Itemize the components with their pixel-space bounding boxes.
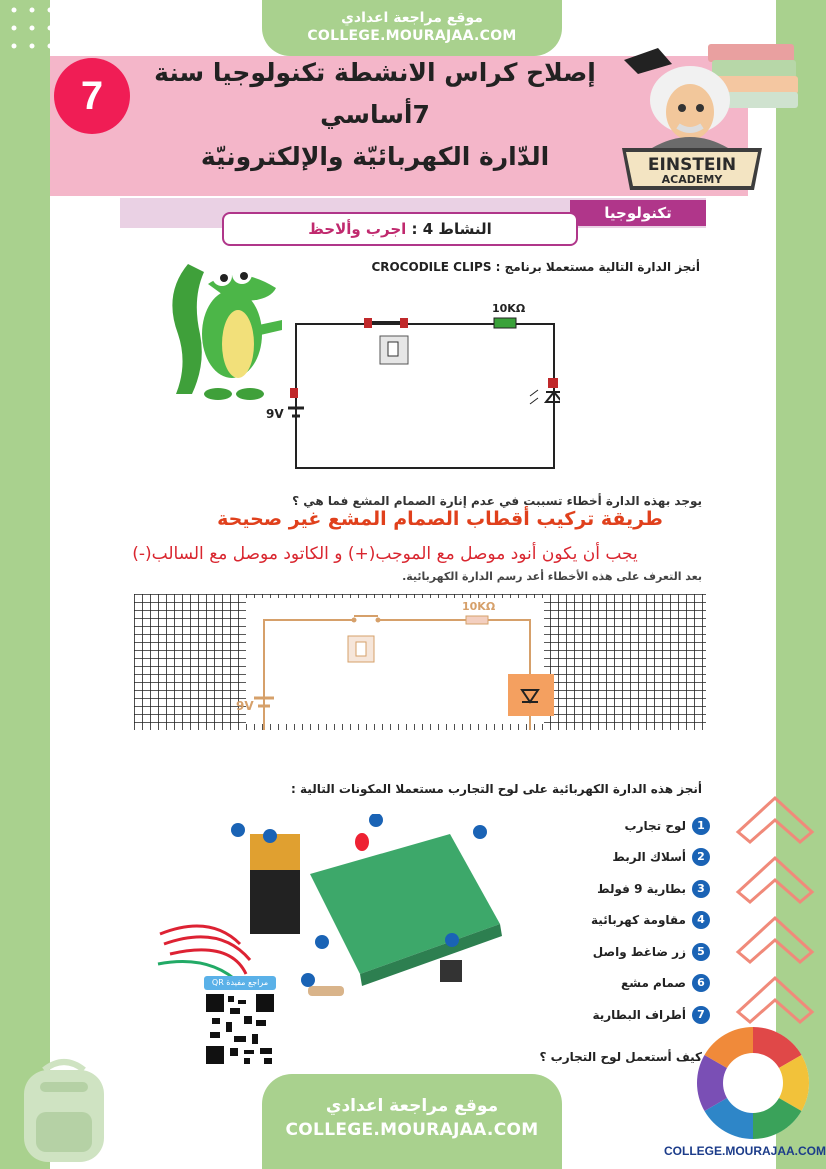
resistor-symbol <box>494 318 516 328</box>
led-symbol <box>530 378 560 404</box>
resistor-label: 10KΩ <box>492 302 526 315</box>
component-number: 1 <box>692 817 710 835</box>
corrected-circuit-grid <box>134 594 706 730</box>
instruction-breadboard: أنجز هذه الدارة الكهربائية على لوح التجارب مستعملا المكونات التالية : <box>291 782 702 796</box>
list-item <box>540 936 710 968</box>
component-number: 3 <box>692 880 710 898</box>
page-title <box>140 52 610 178</box>
resistor-symbol <box>466 616 488 624</box>
answer-line-1: طريقة تركيب أقطاب الصمام المشع غير صحيحة <box>217 508 663 530</box>
component-label: بطارية 9 فولط <box>597 881 686 896</box>
faulty-circuit-diagram <box>260 298 560 478</box>
logo-line-2: ACADEMY <box>661 173 723 186</box>
list-item <box>540 842 710 874</box>
activity-heading <box>222 212 578 246</box>
worksheet-scan <box>120 198 706 1068</box>
component-label: لوح تجارب <box>624 818 686 833</box>
corrected-battery-label: 9V <box>236 699 254 713</box>
qr-tag: مراجع مفيدة QR <box>204 976 276 990</box>
component-number: 7 <box>692 1006 710 1024</box>
list-item <box>540 999 710 1031</box>
list-item <box>540 905 710 937</box>
led-symbol <box>508 674 554 716</box>
site-url[interactable]: COLLEGE.MOURAJAA.COM <box>307 28 517 44</box>
answer-line-2: يجب أن يكون أنود موصل مع الموجب(+) و الكاتود موصل مع السالب(-) <box>132 544 638 564</box>
site-name-bottom: موقع مراجعة اعدادي <box>325 1096 499 1116</box>
logo-line-1: EINSTEIN <box>647 155 737 175</box>
component-label: زر ضاغط واصل <box>592 944 686 959</box>
brand-url[interactable]: COLLEGE.MOURAJAA.COM <box>664 1144 826 1158</box>
decorative-chevrons <box>734 792 816 1062</box>
component-label: مقاومة كهربائية <box>591 913 686 928</box>
grade-badge: 7 <box>54 58 130 134</box>
led-icon <box>355 833 369 851</box>
question-errors: يوجد بهذه الدارة أخطاء تسببت في عدم إنارة الصمام المشع فما هي ؟ <box>292 494 702 508</box>
subject-tag: تكنولوجيا <box>570 200 706 226</box>
title-line-2: 7أساسي <box>320 100 430 129</box>
decorative-dots <box>8 4 198 56</box>
title-line-3: الدّارة الكهربائيّة والإلكترونيّة <box>200 142 550 171</box>
corrected-resistor-label: 10KΩ <box>462 600 496 613</box>
qr-code-icon[interactable] <box>204 992 276 1066</box>
site-name: موقع مراجعة اعدادي <box>341 10 483 26</box>
component-label: صمام مشع <box>621 976 686 991</box>
site-url-bottom[interactable]: COLLEGE.MOURAJAA.COM <box>285 1120 539 1140</box>
component-number: 5 <box>692 943 710 961</box>
list-item <box>540 968 710 1000</box>
components-list <box>540 810 710 1031</box>
component-number: 6 <box>692 974 710 992</box>
push-button-icon <box>440 960 462 982</box>
subjects-wheel-logo <box>694 1024 812 1142</box>
component-label: أطراف البطارية <box>592 1007 686 1022</box>
resistor-icon <box>308 986 344 996</box>
instruction-redraw: بعد التعرف على هذه الأخطاء أعد رسم الدارة الكهربائية. <box>402 570 702 583</box>
list-item <box>540 873 710 905</box>
title-line-1: إصلاح كراس الانشطة تكنولوجيا سنة <box>154 58 596 87</box>
battery-9v-icon <box>250 834 300 934</box>
site-tab-bottom[interactable] <box>262 1074 562 1169</box>
battery-label: 9V <box>266 407 284 421</box>
question-breadboard: كيف أستعمل لوح التجارب ؟ <box>539 1050 702 1064</box>
einstein-academy-logo <box>612 30 802 200</box>
component-label: أسلاك الربط <box>612 850 686 865</box>
list-item <box>540 810 710 842</box>
activity-number: النشاط 4 : <box>411 220 492 238</box>
component-number: 4 <box>692 911 710 929</box>
activity-title: اجرب وألاحظ <box>308 220 407 238</box>
backpack-icon <box>14 1056 114 1164</box>
breadboard-icon <box>310 834 502 986</box>
site-tab-top[interactable] <box>262 0 562 56</box>
component-number: 2 <box>692 848 710 866</box>
instruction-crocodile-clips: أنجز الدارة التالية مستعملا برنامج : CROCODILE CLIPS <box>371 260 700 274</box>
